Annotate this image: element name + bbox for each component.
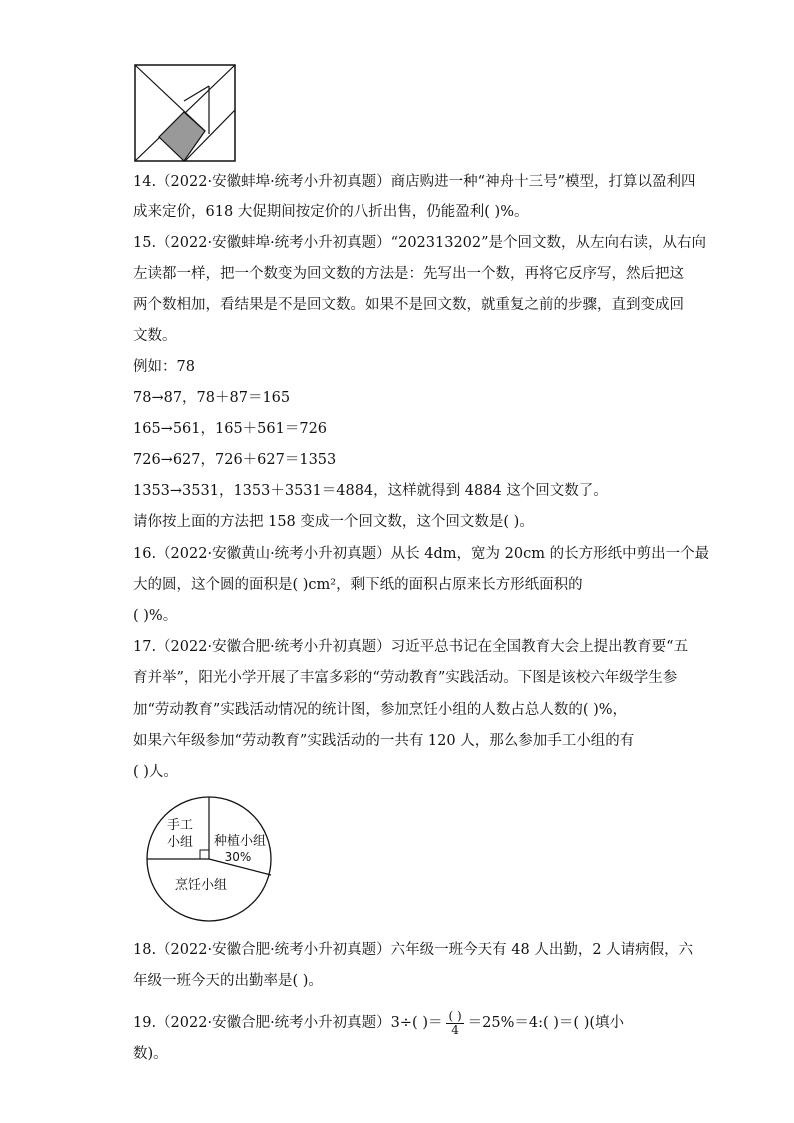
problem-15-line-8: 726→627，726＋627＝1353 <box>133 452 337 468</box>
pie-label-planting: 种植小组 <box>213 834 267 849</box>
problem-16-line-1: 16.（2022·安徽黄山·统考小升初真题）从长 4dm，宽为 20cm 的长方形纸中剪出一个最 <box>133 546 710 562</box>
problem-15-line-4: 文数。 <box>133 328 177 344</box>
problem-16-line-3: ( )%。 <box>133 608 178 624</box>
problem-18-line-2: 年级一班今天的出勤率是( )。 <box>133 973 323 989</box>
pie-label-planting-pct: 30% <box>224 850 252 864</box>
problem-19-line-1: 19.（2022·安徽合肥·统考小升初真题）3÷( )＝ $\frac{( )}{4}$ ＝25%＝4:( )＝( )(填小 <box>133 1008 625 1037</box>
problem-17-line-3: 加“劳动教育”实践活动情况的统计图，参加烹饪小组的人数占总人数的( )%， <box>133 702 628 718</box>
problem-15-line-9: 1353→3531，1353＋3531＝4884，这样就得到 4884 这个回文数了。 <box>133 483 608 499</box>
problem-17-line-1: 17.（2022·安徽合肥·统考小升初真题）习近平总书记在全国教育大会上提出教育要“五 <box>133 639 689 655</box>
problem-17-line-2: 育并举”，阳光小学开展了丰富多彩的“劳动教育”实践活动。下图是该校六年级学生参 <box>133 670 678 686</box>
problem-17-line-4: 如果六年级参加“劳动教育”实践活动的一共有 120 人，那么参加手工小组的有 <box>133 733 635 749</box>
problem-17-line-5: ( )人。 <box>133 764 178 780</box>
tangram-figure <box>134 64 236 162</box>
problem-15-line-1: 15.（2022·安徽蚌埠·统考小升初真题）“202313202”是个回文数，从左向右读，从右向 <box>133 235 707 251</box>
problem-16-line-2: 大的圆，这个圆的面积是( )cm²，剩下纸的面积占原来长方形纸面积的 <box>133 577 583 593</box>
problem-14-line-1: 14.（2022·安徽蚌埠·统考小升初真题）商店购进一种“神舟十三号”模型，打算以盈利四 <box>133 174 696 190</box>
problem-15-line-10: 请你按上面的方法把 158 变成一个回文数，这个回文数是( )。 <box>133 514 534 530</box>
problem-15-line-2: 左读都一样，把一个数变为回文数的方法是：先写出一个数，再将它反序写，然后把这 <box>133 266 684 282</box>
pie-label-handcraft-1: 手工 <box>166 818 194 833</box>
fraction: $\frac{( )}{4}$ <box>448 1008 462 1037</box>
pie-label-cooking: 烹饪小组 <box>174 878 228 893</box>
problem-15-line-3: 两个数相加，看结果是不是回文数。如果不是回文数，就重复之前的步骤，直到变成回 <box>133 297 684 313</box>
problem-15-line-7: 165→561，165＋561＝726 <box>133 421 328 437</box>
problem-19-line-2: 数)。 <box>133 1046 168 1062</box>
problem-14-line-2: 成来定价，618 大促期间按定价的八折出售，仍能盈利( )%。 <box>133 204 529 220</box>
problem-15-line-6: 78→87，78＋87＝165 <box>133 390 291 406</box>
problem-18-line-1: 18.（2022·安徽合肥·统考小升初真题）六年级一班今天有 48 人出勤，2 人请病假，六 <box>133 942 694 958</box>
activity-pie-chart <box>145 795 275 925</box>
pie-label-handcraft-2: 小组 <box>166 835 194 850</box>
problem-15-line-5: 例如：78 <box>133 359 195 375</box>
